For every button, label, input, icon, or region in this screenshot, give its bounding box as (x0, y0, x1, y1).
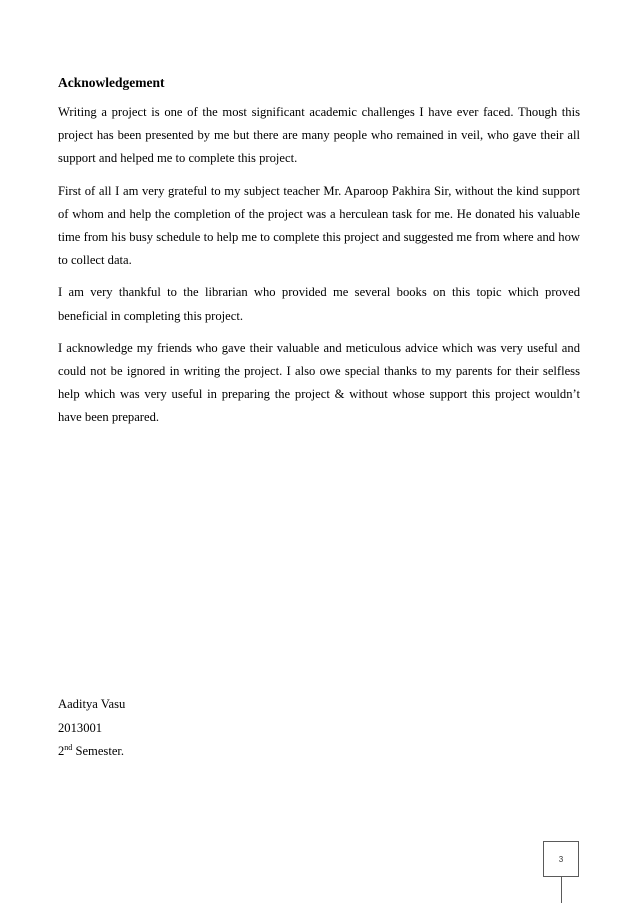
signature-block (58, 693, 125, 764)
page-number (543, 841, 579, 877)
page-number-text: 3 (558, 854, 564, 864)
paragraph-1: Writing a project is one of the most significant academic challenges I have ever faced. Though this project has been presented by me but there are many people who remained in veil, who gave their all support and helped me to complete this project. (58, 105, 580, 166)
author-name: Aaditya Vasu (58, 697, 126, 711)
paragraph-3: I am very thankful to the librarian who provided me several books on this topic which proved beneficial in completing this project. (58, 285, 580, 323)
semester-label: Semester. (72, 744, 125, 758)
page-title: Acknowledgement (58, 75, 165, 90)
acknowledgement-body (58, 101, 580, 439)
paragraph-2: First of all I am very grateful to my subject teacher Mr. Aparoop Pakhira Sir, without the kind support of whom and help the completion of the project was a herculean task for me. He donated his valuable time from his busy schedule to help me to complete this project and suggested me from where and how to collect data. (58, 183, 580, 268)
paragraph-4: I acknowledge my friends who gave their valuable and meticulous advice which was very useful and could not be ignored in writing the project. I also owe special thanks to my parents for their selfless help which was very useful in preparing the project & without whose support this project wouldn’t have been prepared. (58, 340, 580, 425)
semester (58, 740, 125, 764)
semester-suffix: nd (64, 743, 73, 752)
page-number-connector-line (561, 877, 562, 903)
semester-number: 2 (58, 744, 65, 758)
roll-number: 2013001 (58, 720, 103, 735)
